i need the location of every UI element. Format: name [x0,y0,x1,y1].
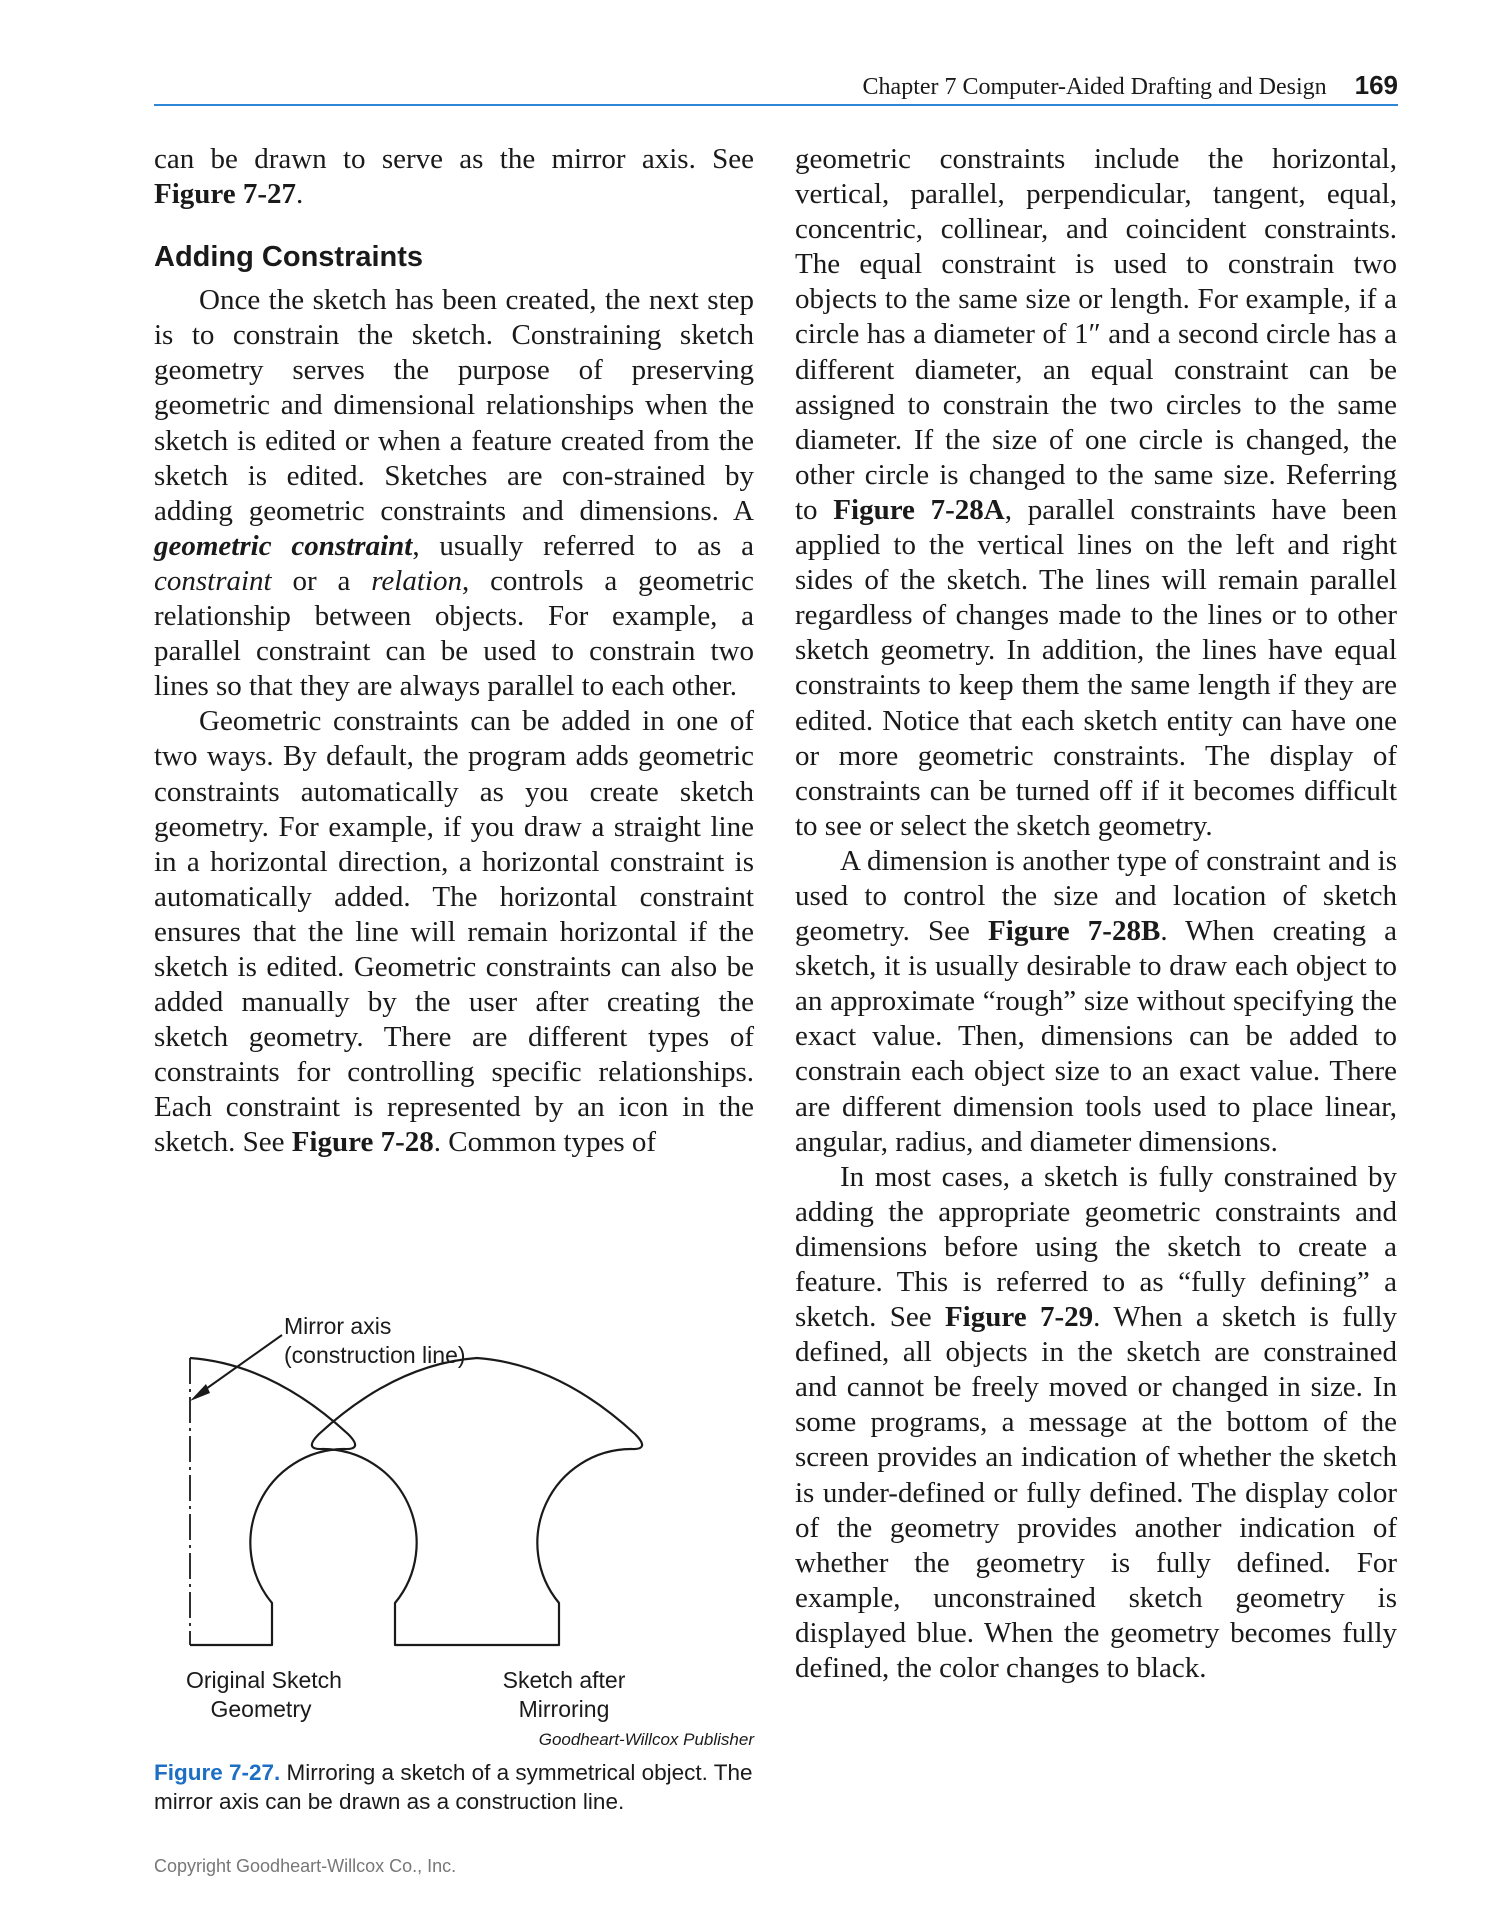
para-text: . When creating a sketch, it is usually desirable to draw each object to an approximate “rough” size without specifying the exact value. Then, dimensions can be added to constrain each object size to an exact value. There are different dimension tools used to place linear, angular, radius, and diameter dimensions. [795,915,1397,1158]
paragraph-dimensions [795,844,1397,1160]
label-line-2: Mirroring [518,1696,610,1722]
caption-text: Mirroring a sketch of a symmetrical object. The mirror axis can be drawn as a construction line. [154,1760,753,1814]
leader-line [196,1335,282,1396]
para-text: . Common types of [433,1126,657,1159]
paragraph-constraints-intro [154,283,754,704]
figure-ref-7-29: Figure 7-29 [944,1301,1094,1334]
para-text: . When a sketch is fully defined, all objects in the sketch are constrained and cannot be freely moved or changed in size. In some programs, a message at the bottom of the screen provides an indication of whether the sketch is under-defined or fully defined. The display color of the geometry provides another indication of whether the geometry is fully defined. For example, unconstrained sketch geometry is displayed blue. When the geometry becomes fully defined, the color changes to black. [795,1301,1397,1685]
mirrored-sketch-outline [312,1358,642,1645]
figure-ref-7-28b: Figure 7-28B [988,915,1161,948]
key-term: geometric constraint [154,529,413,562]
figure-caption [154,1758,759,1816]
caption-number: Figure 7-27. [154,1760,281,1785]
original-sketch-outline [190,1358,355,1645]
para-text: , controls a geometric relationship between objects. For example, a parallel constraint can be used to constrain two lines so that they are always parallel to each other. [154,564,755,703]
intro-paragraph [154,142,754,212]
paragraph-adding-constraints [154,704,754,1160]
original-sketch-label [186,1666,342,1724]
para-text: A dimension is another type of constraint and is used to control the size and location of sketch geometry. See [795,844,1397,948]
figure-credit: Goodheart-Willcox Publisher [538,1730,754,1749]
para-text: In most cases, a sketch is fully constrained by adding the appropriate geometric constraints and dimensions before using the sketch to create a feature. This is referred to as “fully defining” a sketch. See [795,1160,1397,1334]
figure-7-27 [154,1300,754,1775]
para-text: geometric constraints include the horizontal, vertical, parallel, perpendicular, tangent, equal, concentric, collinear, and coincident constraints. The equal constraint is used to constrain two objects to the same size or length. For example, if a circle has a diameter of 1″ and a second circle has a different diameter, an equal constraint can be assigned to constrain the two circles to the same diameter. If the size of one circle is changed, the other circle is changed to the same size. Referring to [795,143,1397,526]
label-line-1: Sketch after [502,1667,626,1693]
mirrored-sketch-label [494,1666,634,1724]
label-line-1: Original Sketch [186,1667,342,1693]
paragraph-fully-defined [795,1160,1397,1686]
page-header [154,66,1398,106]
para-text: , parallel constraints have been applied to the vertical lines on the left and right sides of the sketch. The lines will remain parallel regardless of changes made to the lines or to other sketch geometry. In addition, the lines have equal constraints to keep them the same length if they are edited. Notice that each sketch entity can have one or more geometric constraints. The display of constraints can be turned off if it becomes difficult to see or select the sketch geometry. [795,493,1397,842]
intro-text: can be drawn to serve as the mirror axis. See [154,143,754,175]
para-text: Geometric constraints can be added in one of two ways. By default, the program adds geometric constraints automatically as you create sketch geometry. For example, if you draw a straight line in a horizontal direction, a horizontal constraint is automatically added. The horizontal constraint ensures that the line will remain horizontal if the sketch is edited. Geometric constraints can also be added manually by the user after creating the sketch geometry. There are different types of constraints for controlling specific relationships. Each constraint is represented by an icon in the sketch. See [154,705,754,1159]
figure-ref-7-28: Figure 7-28 [291,1126,434,1159]
chapter-title: Chapter 7 Computer-Aided Drafting and Design [862,74,1327,100]
figure-ref-7-28a: Figure 7-28A [833,493,1005,526]
figure-ref-7-27: Figure 7-27 [154,178,297,211]
para-text: , usually referred to as a [412,529,754,562]
page-number: 169 [1354,70,1398,100]
label-line-2: Geometry [210,1696,312,1722]
callout-line-1: Mirror axis [284,1313,392,1339]
para-text: Once the sketch has been created, the next step is to constrain the sketch. Constraining sketch geometry serves the purpose of preserving geometric and dimensional relationships when the sketch is edited or when a feature created from the sketch is edited. Sketches are con-strained by adding geometric constraints and dimensions. A [154,284,754,527]
section-heading: Adding Constraints [154,241,424,274]
copyright-footer: Copyright Goodheart-Willcox Co., Inc. [154,1856,457,1876]
intro-text-end: . [296,178,304,211]
left-column [154,142,754,1161]
leader-arrowhead [190,1384,210,1401]
callout-line-2: (construction line) [284,1342,466,1368]
italic-term: relation [371,564,462,597]
italic-term: constraint [154,564,272,597]
right-column [795,142,1397,1686]
paragraph-constraint-types [795,142,1397,844]
mirror-axis-label [284,1312,466,1370]
para-text: or a [271,564,372,597]
